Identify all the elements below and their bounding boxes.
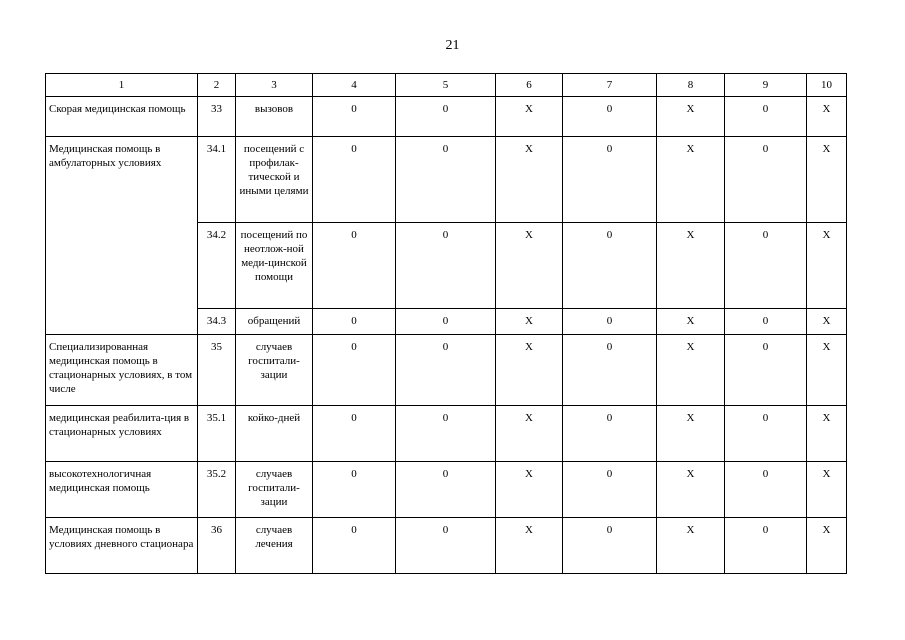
value-cell: 0 <box>396 406 496 462</box>
row-unit-cell: обращений <box>236 309 313 335</box>
header-cell: 5 <box>396 74 496 97</box>
value-cell: Х <box>657 137 725 223</box>
row-code-cell: 34.1 <box>198 137 236 223</box>
value-cell: 0 <box>313 335 396 406</box>
value-cell: 0 <box>563 518 657 574</box>
row-code-cell: 35.2 <box>198 462 236 518</box>
value-cell: Х <box>657 462 725 518</box>
header-cell: 6 <box>496 74 563 97</box>
table-row <box>46 97 847 137</box>
value-cell: 0 <box>725 137 807 223</box>
value-cell: Х <box>657 223 725 309</box>
value-cell: Х <box>807 462 847 518</box>
value-cell: 0 <box>396 518 496 574</box>
header-row <box>46 74 847 97</box>
row-unit-cell: койко-дней <box>236 406 313 462</box>
value-cell: 0 <box>396 97 496 137</box>
table-row <box>46 335 847 406</box>
value-cell: 0 <box>563 97 657 137</box>
value-cell: Х <box>496 406 563 462</box>
value-cell: 0 <box>725 406 807 462</box>
header-cell: 2 <box>198 74 236 97</box>
value-cell: 0 <box>396 309 496 335</box>
page-number: 21 <box>445 38 460 53</box>
row-code-cell: 33 <box>198 97 236 137</box>
row-unit-cell: посещений с профилак-тической и иными целями <box>236 137 313 223</box>
value-cell: 0 <box>313 223 396 309</box>
value-cell: 0 <box>725 518 807 574</box>
data-table <box>45 73 847 574</box>
value-cell: 0 <box>725 462 807 518</box>
row-name-cell: Специализированная медицинская помощь в стационарных условиях, в том числе <box>46 335 198 406</box>
value-cell: 0 <box>725 309 807 335</box>
value-cell: 0 <box>563 137 657 223</box>
value-cell: 0 <box>563 406 657 462</box>
value-cell: 0 <box>725 223 807 309</box>
value-cell: Х <box>496 309 563 335</box>
value-cell: Х <box>496 137 563 223</box>
value-cell: 0 <box>313 137 396 223</box>
value-cell: Х <box>657 309 725 335</box>
value-cell: Х <box>496 97 563 137</box>
row-name-cell: Медицинская помощь в условиях дневного стационара <box>46 518 198 574</box>
row-name-cell: медицинская реабилита-ция в стационарных условиях <box>46 406 198 462</box>
row-unit-cell: случаев госпитали-зации <box>236 335 313 406</box>
row-code-cell: 35.1 <box>198 406 236 462</box>
value-cell: 0 <box>396 223 496 309</box>
row-unit-cell: случаев лечения <box>236 518 313 574</box>
value-cell: 0 <box>563 309 657 335</box>
value-cell: Х <box>807 309 847 335</box>
table-row <box>46 406 847 462</box>
table-row <box>46 137 847 223</box>
value-cell: 0 <box>563 462 657 518</box>
value-cell: Х <box>807 406 847 462</box>
row-code-cell: 34.3 <box>198 309 236 335</box>
value-cell: 0 <box>396 137 496 223</box>
header-cell: 1 <box>46 74 198 97</box>
value-cell: Х <box>807 137 847 223</box>
value-cell: 0 <box>396 462 496 518</box>
value-cell: 0 <box>313 518 396 574</box>
value-cell: 0 <box>313 97 396 137</box>
header-cell: 7 <box>563 74 657 97</box>
value-cell: Х <box>807 518 847 574</box>
row-code-cell: 35 <box>198 335 236 406</box>
header-cell: 9 <box>725 74 807 97</box>
value-cell: 0 <box>725 335 807 406</box>
row-code-cell: 36 <box>198 518 236 574</box>
value-cell: Х <box>807 223 847 309</box>
header-cell: 4 <box>313 74 396 97</box>
value-cell: 0 <box>563 335 657 406</box>
value-cell: Х <box>657 406 725 462</box>
value-cell: Х <box>657 518 725 574</box>
value-cell: Х <box>657 97 725 137</box>
value-cell: Х <box>496 462 563 518</box>
value-cell: 0 <box>313 462 396 518</box>
header-cell: 3 <box>236 74 313 97</box>
value-cell: 0 <box>563 223 657 309</box>
value-cell: 0 <box>725 97 807 137</box>
row-unit-cell: посещений по неотлож-ной меди-цинской помощи <box>236 223 313 309</box>
row-code-cell: 34.2 <box>198 223 236 309</box>
row-name-cell: Медицинская помощь в амбулаторных условиях <box>46 137 198 335</box>
value-cell: Х <box>496 518 563 574</box>
value-cell: Х <box>496 335 563 406</box>
header-cell: 8 <box>657 74 725 97</box>
row-unit-cell: вызовов <box>236 97 313 137</box>
value-cell: Х <box>807 97 847 137</box>
value-cell: 0 <box>313 309 396 335</box>
value-cell: 0 <box>396 335 496 406</box>
value-cell: Х <box>657 335 725 406</box>
row-name-cell: Скорая медицинская помощь <box>46 97 198 137</box>
row-name-cell: высокотехнологичная медицинская помощь <box>46 462 198 518</box>
row-unit-cell: случаев госпитали-зации <box>236 462 313 518</box>
value-cell: Х <box>807 335 847 406</box>
header-cell: 10 <box>807 74 847 97</box>
table-row <box>46 462 847 518</box>
table-row <box>46 518 847 574</box>
value-cell: Х <box>496 223 563 309</box>
value-cell: 0 <box>313 406 396 462</box>
